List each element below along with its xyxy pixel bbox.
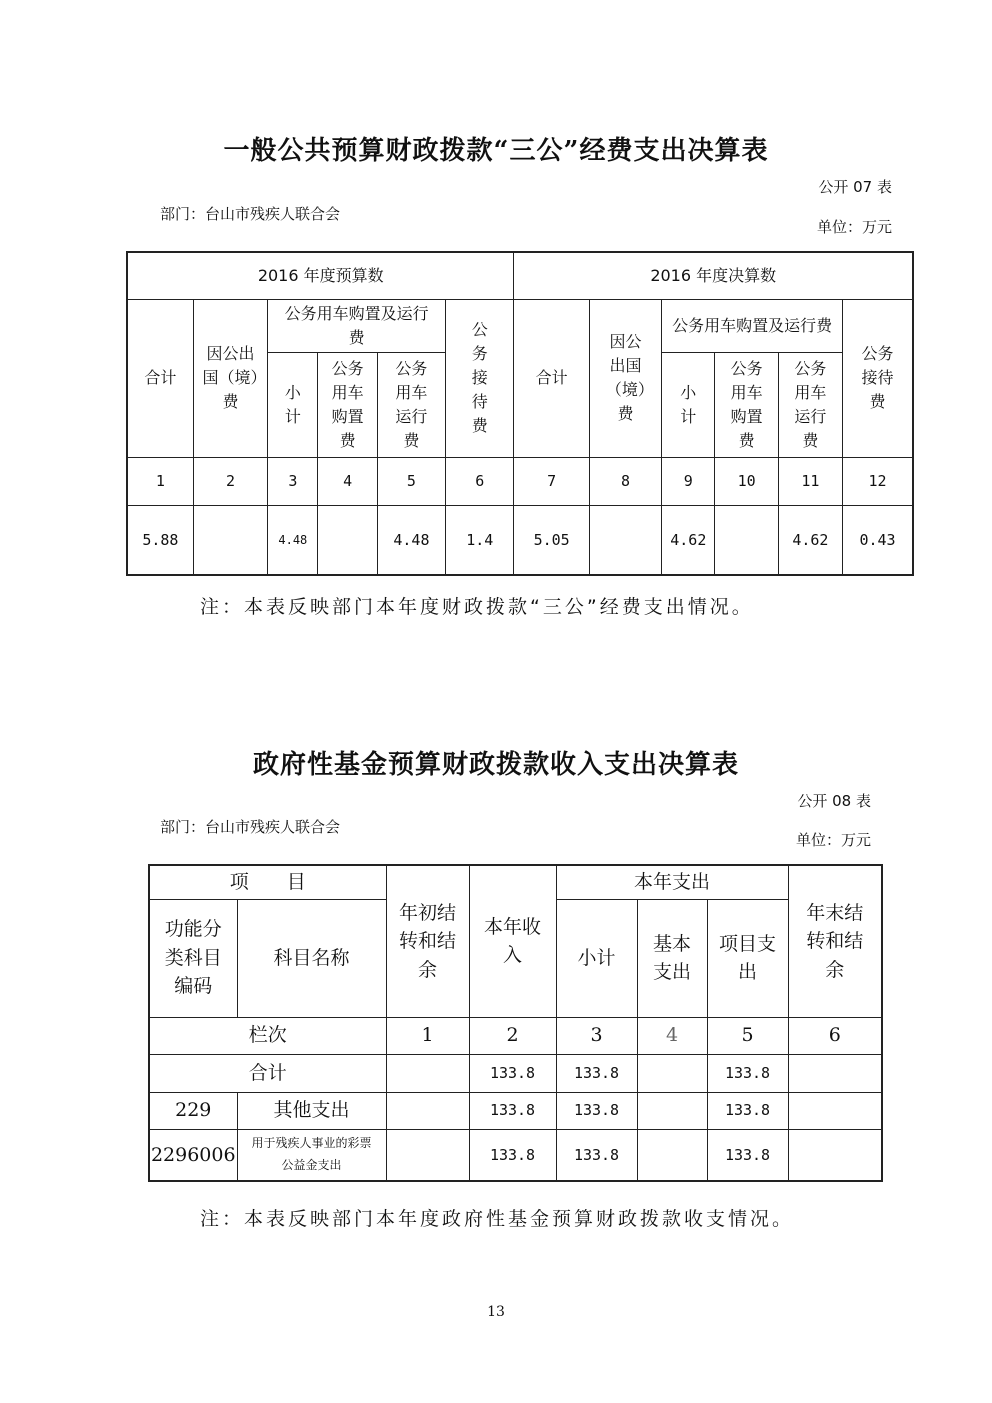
income-cell: 133.8: [469, 1129, 556, 1181]
table1-code: 公开 07 表: [818, 178, 892, 196]
basic-cell: [637, 1054, 707, 1092]
col-number: 1: [386, 1017, 469, 1054]
table2-note: 注：本表反映部门本年度政府性基金预算财政拨款收支情况。: [200, 1208, 795, 1230]
opening-cell: [386, 1129, 469, 1181]
col-number: 4: [637, 1017, 707, 1054]
header-income: 本年收入: [469, 865, 556, 1017]
project-cell: 133.8: [707, 1129, 788, 1181]
table-row: [149, 1092, 882, 1129]
value-cell: 0.43: [843, 505, 913, 575]
header-subject-name: 科目名称: [237, 899, 386, 1017]
header-abroad: 因公出国（境）费: [193, 299, 267, 457]
value-cell: [193, 505, 267, 575]
government-fund-table: [148, 864, 883, 1182]
subtotal-cell: 133.8: [556, 1129, 637, 1181]
table1-note: 注：本表反映部门本年度财政拨款“三公”经费支出情况。: [200, 596, 754, 618]
subtotal-cell: 133.8: [556, 1054, 637, 1092]
income-cell: 133.8: [469, 1054, 556, 1092]
income-cell: 133.8: [469, 1092, 556, 1129]
project-cell: 133.8: [707, 1092, 788, 1129]
three-public-expense-table: [126, 251, 914, 576]
value-cell: 4.48: [377, 505, 445, 575]
header-car: 公务用车购置及运行费: [662, 299, 843, 352]
page-number: 13: [487, 1304, 505, 1320]
col-number: 7: [514, 457, 589, 505]
project-cell: 133.8: [707, 1054, 788, 1092]
value-cell: 4.62: [778, 505, 842, 575]
value-cell: [715, 505, 778, 575]
header-expense: 本年支出: [556, 865, 788, 899]
opening-cell: [386, 1054, 469, 1092]
budget-header: 2016 年度预算数: [127, 252, 514, 299]
header-closing-balance: 年末结转和结余: [788, 865, 882, 1017]
col-number: 2: [469, 1017, 556, 1054]
final-header: 2016 年度决算数: [514, 252, 913, 299]
header-reception: 公务接待费: [446, 299, 514, 457]
row-name: 其他支出: [237, 1092, 386, 1129]
header-subtotal: 小计: [662, 352, 715, 457]
header-reception: 公务接待费: [843, 299, 913, 457]
row-name: 用于残疾人事业的彩票公益金支出: [237, 1129, 386, 1181]
col-number: 3: [556, 1017, 637, 1054]
table2-code: 公开 08 表: [797, 792, 871, 810]
closing-cell: [788, 1129, 882, 1181]
value-cell: 5.05: [514, 505, 589, 575]
subtotal-cell: 133.8: [556, 1092, 637, 1129]
col-number: 6: [446, 457, 514, 505]
col-number: 11: [778, 457, 842, 505]
closing-cell: [788, 1054, 882, 1092]
column-label: 栏次: [149, 1017, 386, 1054]
row-code: 229: [149, 1092, 237, 1129]
table2-department: 部门：台山市残疾人联合会: [160, 818, 341, 836]
basic-cell: [637, 1092, 707, 1129]
header-opening-balance: 年初结转和结余: [386, 865, 469, 1017]
col-number: 4: [318, 457, 377, 505]
value-cell: [318, 505, 377, 575]
header-project-expense: 项目支出: [707, 899, 788, 1017]
header-subtotal: 小计: [268, 352, 318, 457]
col-number: 2: [193, 457, 267, 505]
col-number: 8: [589, 457, 661, 505]
col-number: 3: [268, 457, 318, 505]
table2-title: 政府性基金预算财政拨款收入支出决算表: [252, 750, 739, 780]
value-cell: 4.48: [268, 505, 318, 575]
col-number: 5: [707, 1017, 788, 1054]
header-item: 项 目: [149, 865, 386, 899]
col-number: 12: [843, 457, 913, 505]
value-cell: 4.62: [662, 505, 715, 575]
col-number: 10: [715, 457, 778, 505]
value-cell: 5.88: [127, 505, 193, 575]
header-total: 合计: [127, 299, 193, 457]
table-row: [149, 1054, 882, 1092]
header-basic-expense: 基本支出: [637, 899, 707, 1017]
col-number: 9: [662, 457, 715, 505]
col-number: 5: [377, 457, 445, 505]
header-car: 公务用车购置及运行费: [268, 299, 446, 352]
header-car-buy: 公务用车购置费: [715, 352, 778, 457]
row-code: 2296006: [149, 1129, 237, 1181]
header-function-code: 功能分类科目编码: [149, 899, 237, 1017]
header-total: 合计: [514, 299, 589, 457]
row-name: 合计: [149, 1054, 386, 1092]
closing-cell: [788, 1092, 882, 1129]
opening-cell: [386, 1092, 469, 1129]
table1-title: 一般公共预算财政拨款“三公”经费支出决算表: [223, 136, 769, 166]
table1-department: 部门：台山市残疾人联合会: [160, 205, 341, 223]
header-abroad: 因公出国（境）费: [589, 299, 661, 457]
value-cell: 1.4: [446, 505, 514, 575]
table1-unit: 单位：万元: [816, 218, 892, 236]
table-row: [149, 1129, 882, 1181]
table2-unit: 单位：万元: [795, 831, 871, 849]
header-car-buy: 公务用车购置费: [318, 352, 377, 457]
value-cell: [589, 505, 661, 575]
col-number: 1: [127, 457, 193, 505]
header-car-run: 公务用车运行费: [778, 352, 842, 457]
col-number: 6: [788, 1017, 882, 1054]
basic-cell: [637, 1129, 707, 1181]
header-car-run: 公务用车运行费: [377, 352, 445, 457]
header-subtotal: 小计: [556, 899, 637, 1017]
